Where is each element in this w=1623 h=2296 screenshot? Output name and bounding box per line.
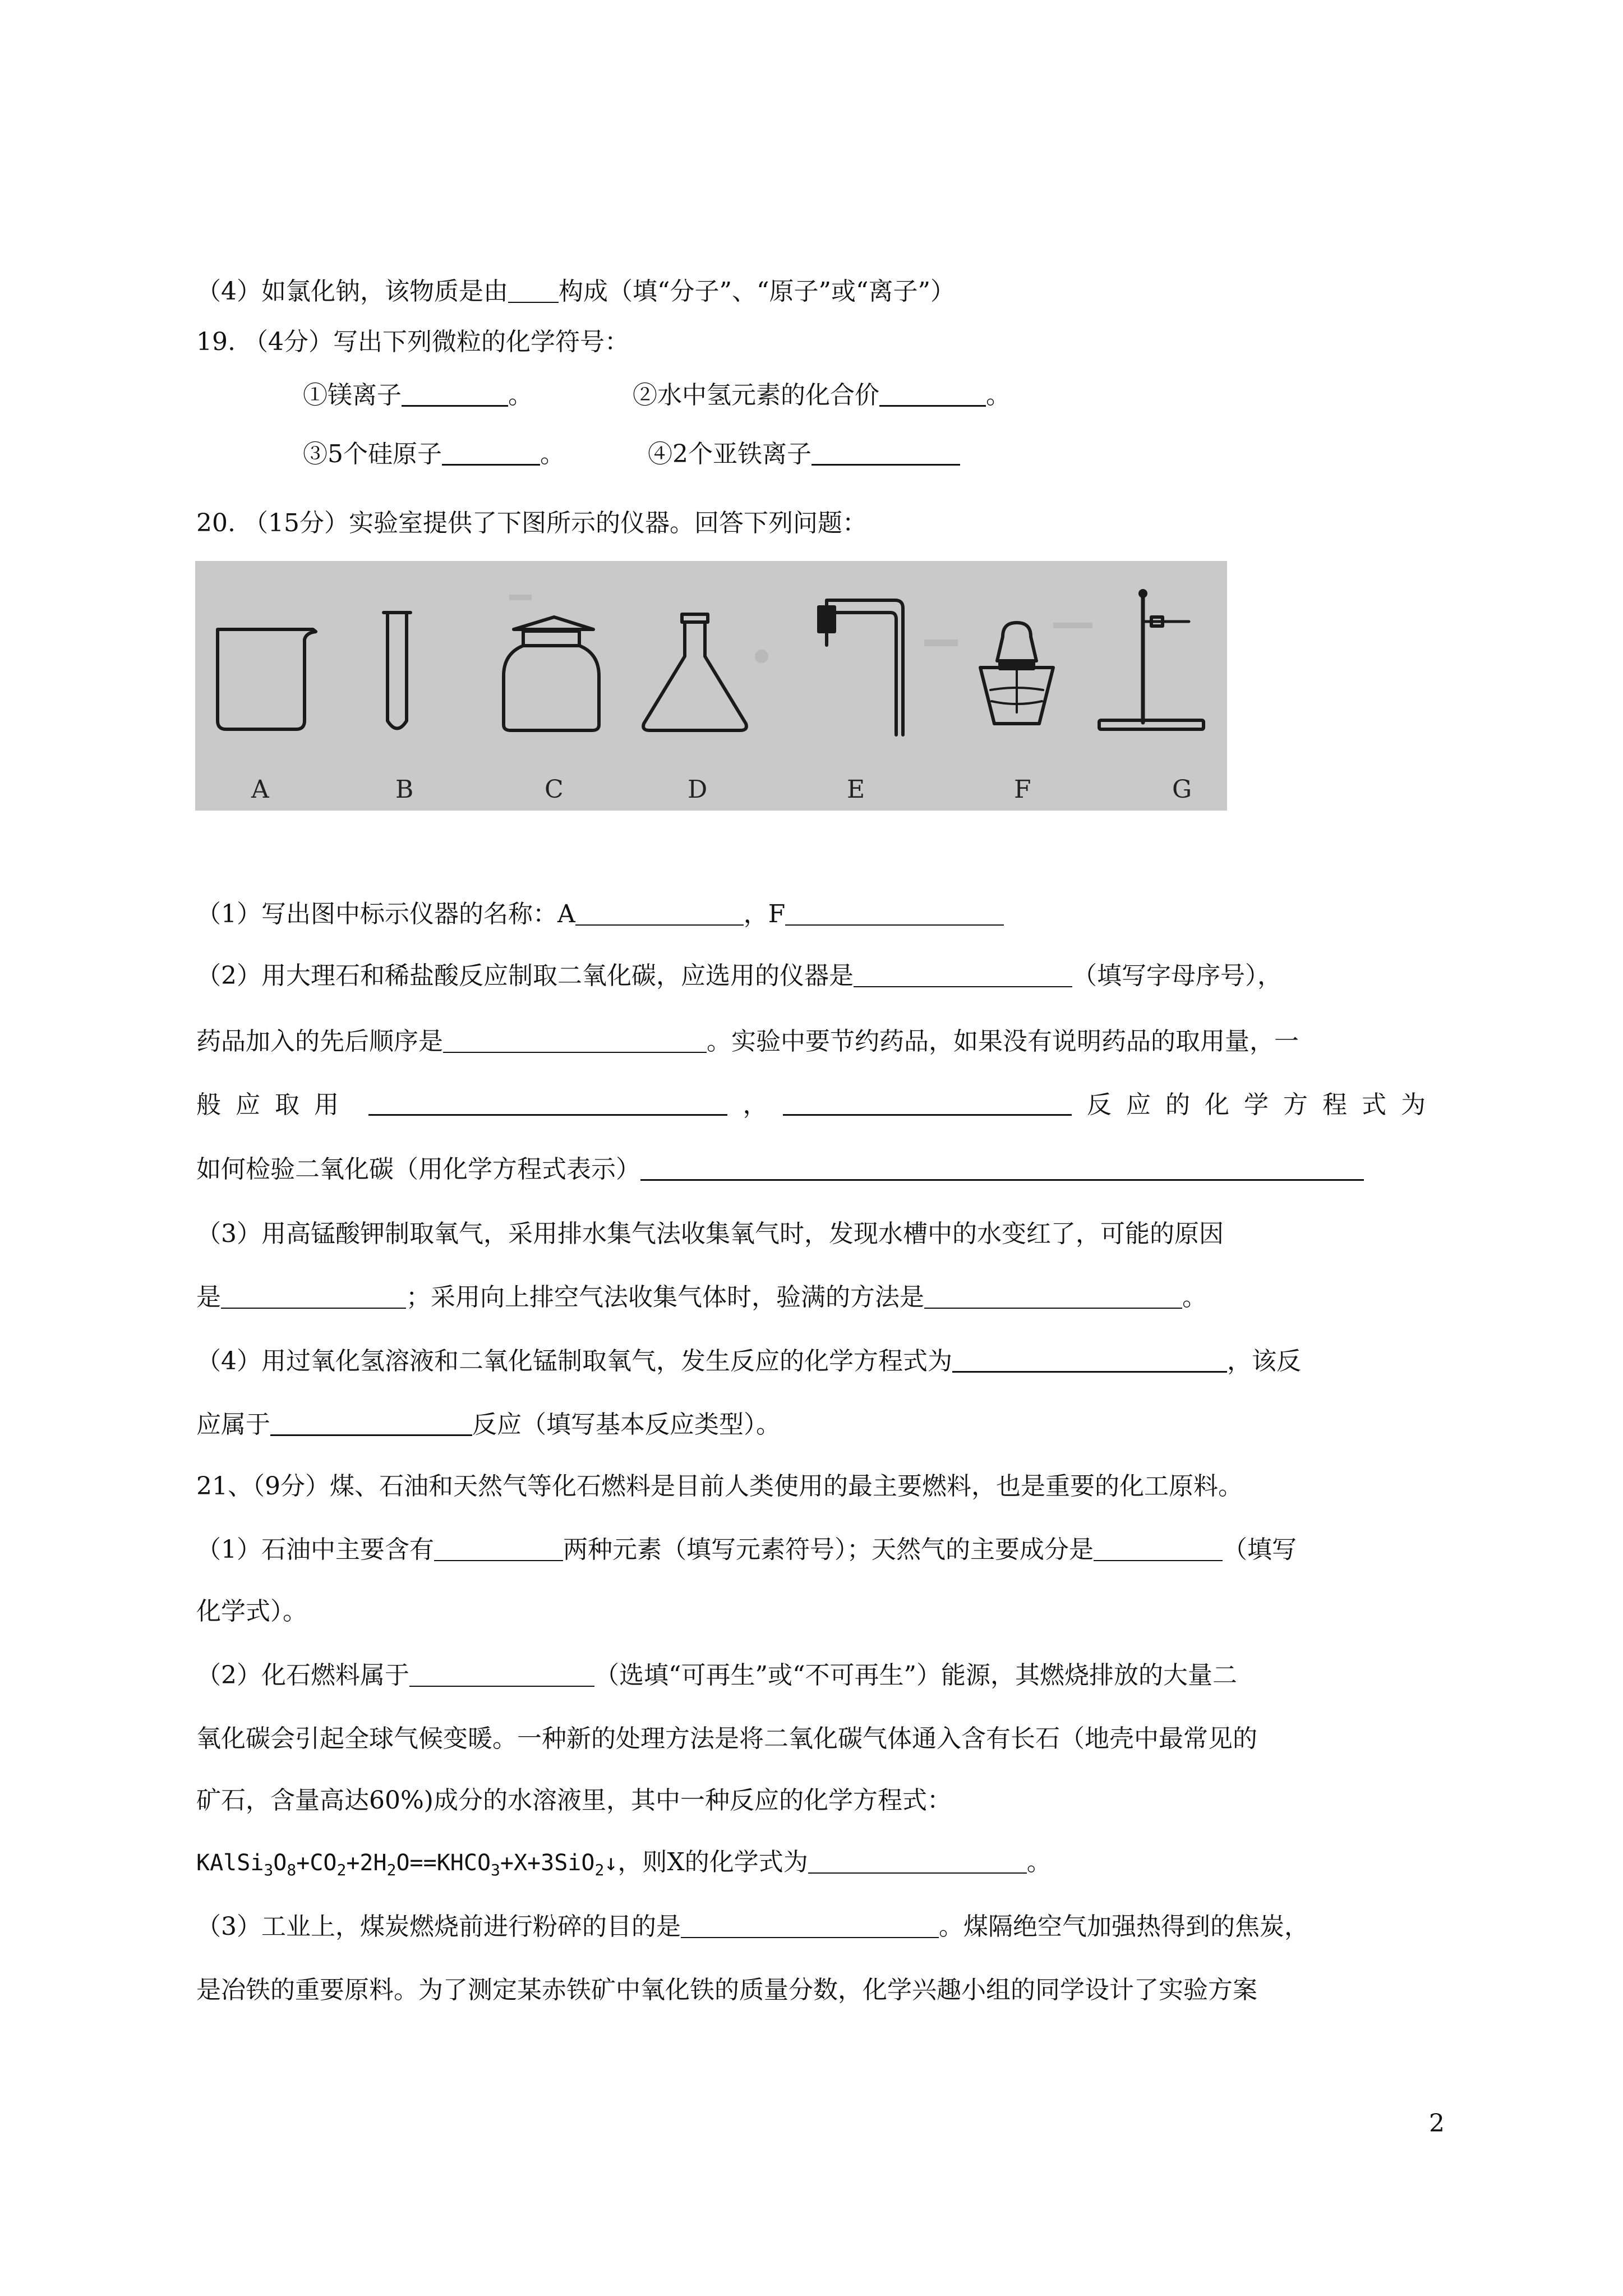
answer-blank[interactable] xyxy=(952,1345,1227,1373)
answer-blank[interactable] xyxy=(270,1409,472,1436)
gas-jar-icon xyxy=(504,617,599,730)
answer-blank[interactable] xyxy=(783,1088,1072,1116)
answer-blank[interactable] xyxy=(443,1026,707,1053)
answer-blank[interactable] xyxy=(811,438,960,466)
bent-tube-icon xyxy=(819,600,903,735)
instrument-figure-svg xyxy=(195,561,1227,811)
answer-blank[interactable] xyxy=(508,276,559,303)
answer-blank[interactable] xyxy=(434,1534,563,1561)
answer-blank[interactable] xyxy=(575,899,744,926)
q21-1-line1: （1）石油中主要含有 两种元素（填写元素符号）；天然气的主要成分是 （填写 xyxy=(196,1535,1297,1564)
q21-2-line2: 氧化碳会引起全球气候变暖。一种新的处理方法是将二氧化碳气体通入含有长石（地壳中最常见的 xyxy=(196,1724,1257,1753)
instrument-figure xyxy=(195,561,1227,811)
answer-blank[interactable] xyxy=(924,1282,1182,1309)
q19-row1: ①镁离子 。 ②水中氢元素的化合价 。 xyxy=(303,379,1011,412)
conical-flask-icon xyxy=(643,614,746,730)
q20-2-line1: （2）用大理石和稀盐酸反应制取二氧化碳，应选用的仪器是 （填写字母序号）， xyxy=(196,961,1282,990)
answer-blank[interactable] xyxy=(402,379,508,407)
q18-4-line: （4）如氯化钠，该物质是由 构成（填“分子”、“原子”或“离子”） xyxy=(196,277,955,306)
q20-2-line2: 药品加入的先后顺序是 。实验中要节约药品，如果没有说明药品的取用量，一 xyxy=(196,1027,1299,1056)
answer-blank[interactable] xyxy=(409,1660,594,1687)
iron-stand-icon xyxy=(1099,591,1204,729)
q21-3-line1: （3）工业上，煤炭燃烧前进行粉碎的目的是 。煤隔绝空气加强热得到的焦炭， xyxy=(196,1912,1309,1941)
q21-title: 21、（9分）煤、石油和天然气等化石燃料是目前人类使用的最主要燃料，也是重要的化工原料。 xyxy=(196,1472,1243,1501)
instrument-label-e: E xyxy=(847,775,865,804)
page-number: 2 xyxy=(1429,2109,1445,2138)
beaker-icon xyxy=(218,629,316,729)
q20-2-line3: 般应取用 ， 反应的化学方程式为 xyxy=(196,1088,1440,1122)
instrument-label-d: D xyxy=(688,775,708,804)
answer-blank[interactable] xyxy=(879,379,986,407)
q20-2-line4: 如何检验二氧化碳（用化学方程式表示） xyxy=(196,1153,1364,1186)
q21-3-line2: 是冶铁的重要原料。为了测定某赤铁矿中氧化铁的质量分数，化学兴趣小组的同学设计了实验方案 xyxy=(196,1976,1257,2004)
q20-3-line2: 是 ；采用向上排空气法收集气体时，验满的方法是 。 xyxy=(196,1283,1207,1312)
test-tube-icon xyxy=(384,613,411,729)
instrument-label-c: C xyxy=(545,775,564,804)
q21-2-line3: 矿石，含量高达60%)成分的水溶液里，其中一种反应的化学方程式： xyxy=(196,1786,952,1815)
q20-1-line: （1）写出图中标示仪器的名称：A ，F xyxy=(196,898,1004,931)
answer-blank[interactable] xyxy=(785,899,1004,926)
q21-2-equation-line: $KAlSi_3O_8+CO_2+2H_2O==KHCO_3+X+3SiO_2↓$，则X的化学式为 。 xyxy=(196,1848,1052,1879)
chemical-equation: $KAlSi_3O_8+CO_2+2H_2O==KHCO_3+X+3SiO_2↓$ xyxy=(196,1850,618,1879)
answer-blank[interactable] xyxy=(640,1153,1364,1181)
q21-2-line1: （2）化石燃料属于 （选填“可再生”或“不可再生”）能源，其燃烧排放的大量二 xyxy=(196,1661,1237,1690)
answer-blank[interactable] xyxy=(808,1847,1027,1874)
q20-4-line1: （4）用过氧化氢溶液和二氧化锰制取氧气，发生反应的化学方程式为 ，该反 xyxy=(196,1345,1301,1378)
instrument-label-f: F xyxy=(1014,775,1031,804)
alcohol-lamp-icon xyxy=(980,623,1053,724)
q20-4-line2: 应属于 反应（填写基本反应类型）。 xyxy=(196,1408,781,1442)
q19-row2: ③5个硅原子 。 ④2个亚铁离子 xyxy=(303,438,960,471)
q20-3-line1: （3）用高锰酸钾制取氧气，采用排水集气法收集氧气时，发现水槽中的水变红了，可能的原因 xyxy=(196,1220,1224,1248)
answer-blank[interactable] xyxy=(442,438,540,466)
answer-blank[interactable] xyxy=(854,960,1072,987)
q21-1-line2: 化学式）。 xyxy=(196,1597,307,1626)
answer-blank[interactable] xyxy=(1094,1534,1223,1561)
instrument-label-g: G xyxy=(1172,775,1192,804)
q19-title: 19. （4分）写出下列微粒的化学符号： xyxy=(196,328,629,356)
answer-blank[interactable] xyxy=(681,1911,939,1938)
instrument-labels xyxy=(251,775,1192,804)
instrument-label-b: B xyxy=(395,775,414,804)
q20-title: 20. （15分）实验室提供了下图所示的仪器。回答下列问题： xyxy=(196,509,867,537)
answer-blank[interactable] xyxy=(221,1282,406,1309)
answer-blank[interactable] xyxy=(368,1088,727,1116)
instrument-label-a: A xyxy=(251,775,269,804)
